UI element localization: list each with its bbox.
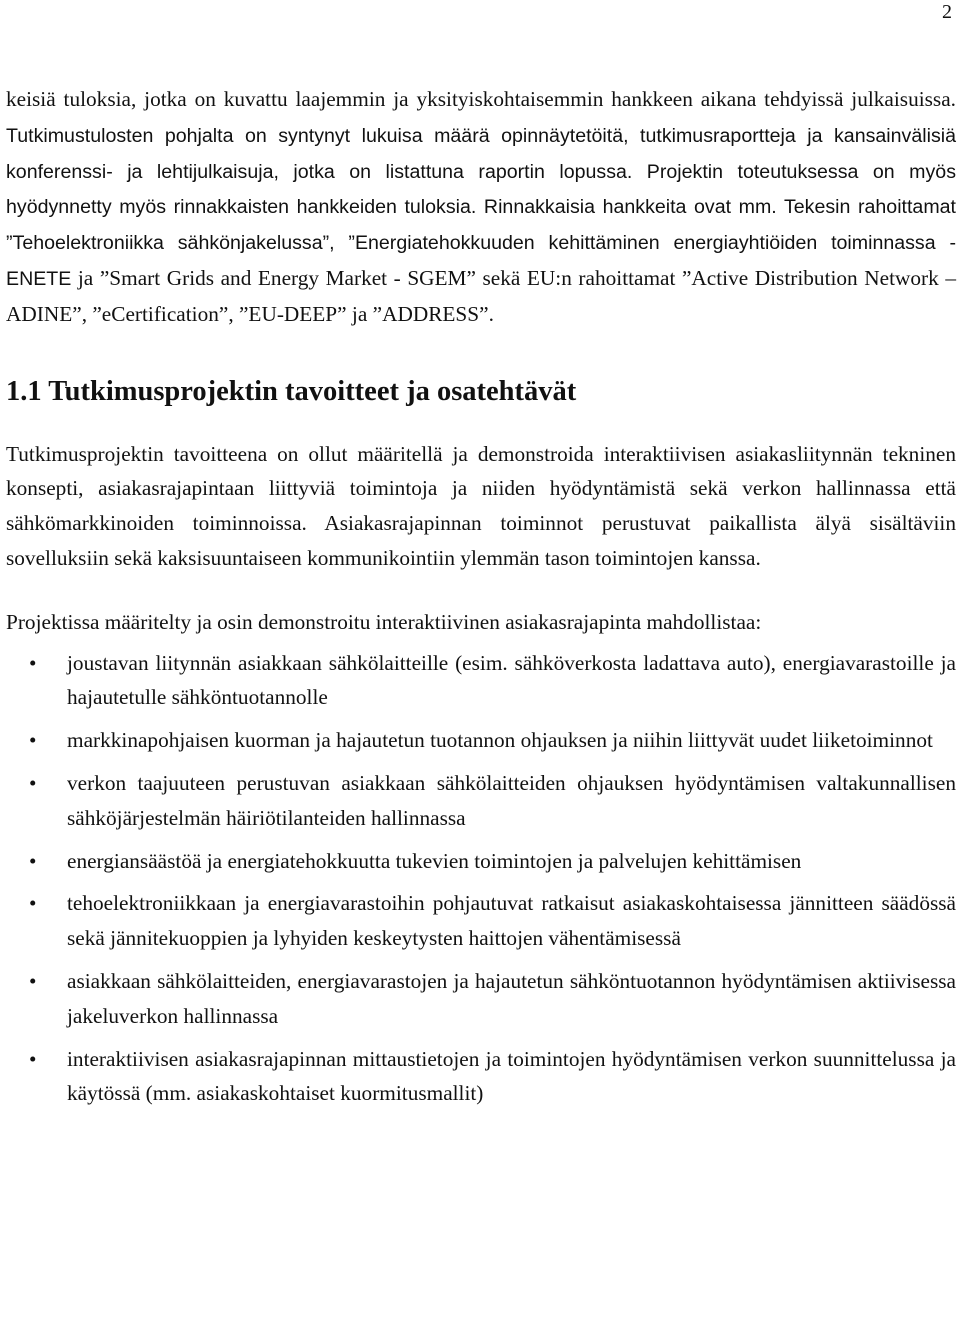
list-item-text: interaktiivisen asiakasrajapinnan mittaustietojen ja toimintojen hyödyntämisen verkon suunnittelussa ja käytössä (mm. asiakaskohtaiset kuormitusmallit) (67, 1046, 956, 1106)
bullet-icon: • (29, 770, 37, 795)
bullet-icon: • (29, 968, 37, 993)
list-item-text: tehoelektroniikkaan ja energiavarastoihin pohjautuvat ratkaisut asiakaskohtaisessa jännitteen säädössä sekä jännitekuoppien ja lyhyiden keskeytysten haittojen vähentämisessä (67, 891, 956, 951)
list-item (6, 1042, 956, 1112)
bullet-icon: • (29, 650, 37, 675)
intro-sans-text: Tutkimustulosten pohjalta on syntynyt lukuisa määrä opinnäytetöitä, tutkimusraportteja ja kansainvälisiä konferenssi- ja lehtijulkaisuja, jotka on listattuna raportin lopussa. Projektin toteutuksessa on myös hyödynnetty myös rinnakkaisten hankkeiden tuloksia. Rinnakkaisia hankkeita ovat mm. Tekesin rahoittamat ”Tehoelektroniikka sähkönjakelussa”, ”Energiatehokkuuden kehittäminen energiayhtiöiden toiminnassa - ENETE (6, 124, 956, 290)
document-body (6, 82, 956, 1119)
list-item-text: markkinapohjaisen kuorman ja hajautetun tuotannon ohjauksen ja niihin liittyvät uudet liiketoiminnot (67, 728, 933, 753)
list-intro-paragraph: Projektissa määritelty ja osin demonstroitu interaktiivinen asiakasrajapinta mahdollistaa: (6, 609, 762, 634)
list-item-text: joustavan liitynnän asiakkaan sähkölaitteille (esim. sähköverkosta ladattava auto), energiavarastoille ja hajautetulle sähköntuotannolle (67, 650, 956, 710)
capability-list (6, 646, 956, 1112)
goal-paragraph: Tutkimusprojektin tavoitteena on ollut määritellä ja demonstroida interaktiivisen asiakasliitynnän tekninen konsepti, asiakasrajapintaan liittyviä toimintoja ja niiden hyödyntämistä sekä verkon hallinnassa että sähkömarkkinoiden toiminnoissa. Asiakasrajapinnan toiminnot perustuvat paikallista älyä sisältäviin sovelluksiin sekä kaksisuuntaiseen kommunikointiin ylemmän tason toimintojen kanssa. (6, 441, 956, 570)
page-number: 2 (942, 1, 952, 23)
list-item (6, 646, 956, 716)
section-heading: 1.1 Tutkimusprojektin tavoitteet ja osatehtävät (6, 375, 577, 407)
intro-serif-tail: ja ”Smart Grids and Energy Market - SGEM” sekä EU:n rahoittamat ”Active Distribution Network – ADINE”, ”eCertification”, ”EU-DEEP” ja ”ADDRESS”. (6, 265, 956, 326)
bullet-icon: • (29, 728, 37, 753)
list-item (6, 723, 956, 758)
list-item (6, 964, 956, 1034)
list-item-text: verkon taajuuteen perustuvan asiakkaan sähkölaitteiden ohjauksen hyödyntämisen valtakunnallisen sähköjärjestelmän häiriötilanteiden hallinnassa (67, 770, 956, 830)
list-item-text: energiansäästöä ja energiatehokkuutta tukevien toimintojen ja palvelujen kehittämisen (67, 848, 802, 873)
bullet-icon: • (29, 1046, 37, 1071)
list-item (6, 844, 956, 879)
bullet-icon: • (29, 891, 37, 916)
list-item (6, 766, 956, 836)
intro-paragraph (6, 82, 956, 332)
list-item-text: asiakkaan sähkölaitteiden, energiavarastojen ja hajautetun sähköntuotannon hyödyntämisen aktiivisessa jakeluverkon hallinnassa (67, 968, 956, 1028)
list-item (6, 886, 956, 956)
intro-serif-text: keisiä tuloksia, jotka on kuvattu laajemmin ja yksityiskohtaisemmin hankkeen aikana tehdyissä julkaisuissa. (6, 87, 956, 111)
bullet-icon: • (29, 848, 37, 873)
